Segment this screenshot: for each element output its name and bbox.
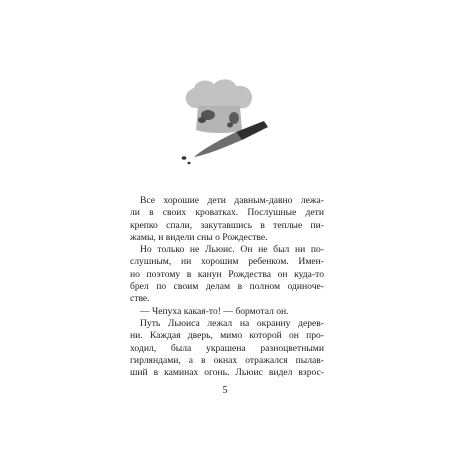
paragraph-line: Путь Льюиса лежал на окраину дерев- [140, 317, 324, 329]
paragraph-line: жамы, и видели сны о Рождестве. [130, 231, 268, 243]
chef-hat-knife-illustration [172, 78, 272, 170]
paragraph-line: гирляндами, а в окнах отражался пылав- [130, 354, 324, 366]
paragraph-line: Но только не Льюис. Он не был ни по- [140, 244, 324, 256]
body-text [130, 195, 324, 379]
paragraph-line: но поэтому в канун Рождества он куда-то [130, 268, 324, 280]
chef-hat-knife-icon [172, 78, 272, 170]
paragraph-line: ходил, была украшена разноцветными [130, 342, 324, 354]
paragraph-line: ший в каминах огонь. Льюис видел взрос- [130, 367, 324, 379]
paragraph-line: ни. Каждая дверь, мимо которой он про- [130, 330, 324, 342]
page-number: 5 [222, 385, 228, 396]
paragraph-line: Все хорошие дети давным-давно лежа- [140, 195, 324, 206]
paragraph-line: ли в своих кроватках. Послушные дети [130, 207, 324, 219]
paragraph-line: — Чепуха какая-то! — бормотал он. [140, 305, 289, 317]
paragraph-line: слушным, ни хорошим ребенком. Имен- [130, 256, 324, 268]
paragraph-line: брел по своим делам в полном одиноче- [130, 281, 324, 293]
paragraph-line: крепко спали, закутавшись в теплые пи- [130, 219, 324, 231]
paragraph-line: стве. [130, 293, 150, 305]
